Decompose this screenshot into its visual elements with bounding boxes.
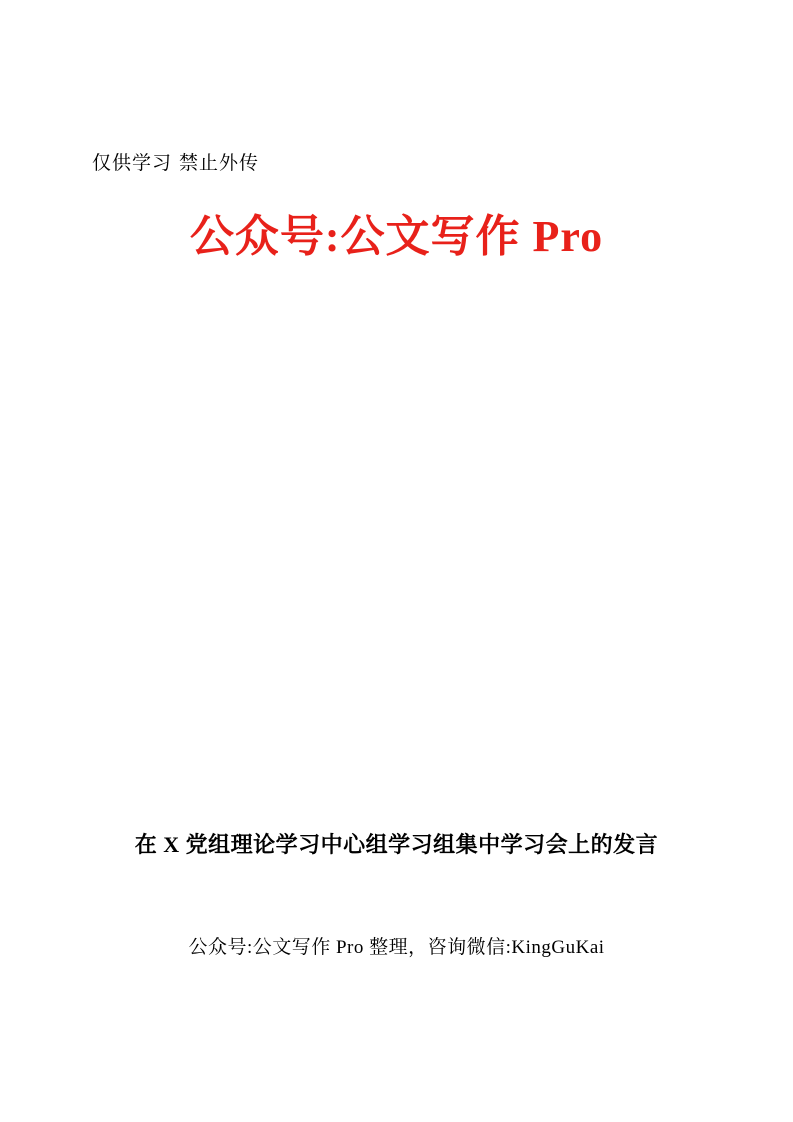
usage-notice: 仅供学习 禁止外传 <box>92 152 260 174</box>
page-title: 在 X 党组理论学习中心组学习组集中学习会上的发言 <box>134 832 659 857</box>
document-attribution: 公众号:公文写作 Pro 整理，咨询微信:KingGuKai <box>188 937 605 958</box>
brand-title: 公众号:公文写作 Pro <box>189 212 604 261</box>
